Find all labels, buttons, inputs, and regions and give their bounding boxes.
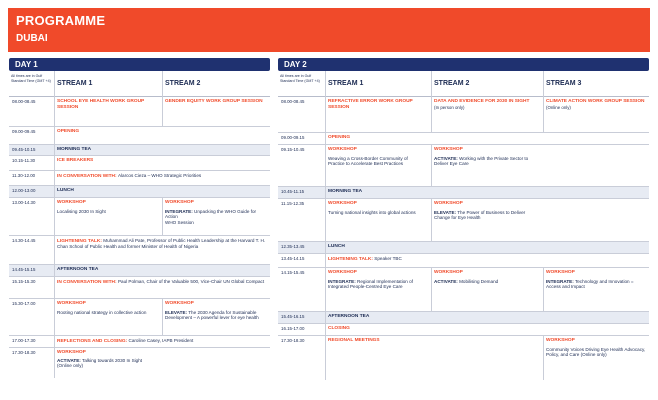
session-label: REFLECTIONS AND CLOSING: [57, 339, 128, 344]
workshop-cell [434, 270, 540, 284]
workshop-cell [57, 200, 157, 214]
workshop-text: Technology and Innovation = Access and Impact [546, 278, 634, 290]
session-title: OPENING [328, 135, 351, 140]
table-row [278, 133, 649, 145]
row-time: 13.45-14.15 [281, 256, 305, 261]
table-row [9, 186, 270, 198]
workshop-label: WORKSHOP [57, 350, 86, 355]
row-time: 17.00-17.30 [12, 338, 36, 343]
row-time: 15.30-17.00 [12, 301, 36, 306]
table-row [9, 145, 270, 156]
table-row [278, 187, 649, 199]
session-note: (Online only) [546, 104, 571, 110]
workshop-theme: INTEGRATE: [546, 278, 574, 284]
workshop-label: WORKSHOP [165, 301, 194, 306]
session-title: MORNING TEA [57, 147, 92, 152]
session-text: Paul Polman, Chair of the Valuable 500, Vice-Chair UN Global Compact [117, 279, 265, 284]
session-title: MORNING TEA [328, 189, 363, 194]
workshop-label: WORKSHOP [165, 200, 194, 205]
table-row [9, 198, 270, 236]
day1-header: DAY 1 [9, 58, 270, 71]
workshop-cell [57, 350, 157, 369]
row-time: 14.15-15.45 [281, 270, 305, 275]
row-time: 11.15-12.35 [281, 201, 305, 206]
table-row [278, 199, 649, 242]
city-label: DUBAI [16, 33, 48, 44]
workshop-text: Working with the Private Sector to Deliver Eye Care [434, 155, 529, 167]
row-time: 12.00-13.00 [12, 188, 36, 193]
workshop-text: Unpacking the WHO Guide for Action [165, 208, 257, 220]
row-time: 16.15-17.00 [281, 326, 305, 331]
programme-title: PROGRAMME [16, 13, 106, 28]
session-label: IN CONVERSATION WITH: [57, 280, 117, 285]
workshop-text: Talking towards 2030 In Sight [82, 357, 143, 363]
day1-column-header [9, 71, 270, 97]
workshop-cell [165, 301, 265, 321]
timezone-note: All times are in Gulf Standard Time (GMT +4) [11, 74, 51, 83]
session-title: AFTERNOON TEA [328, 314, 370, 319]
workshop-theme: ACTIVATE: [434, 155, 458, 161]
workshop-theme: ACTIVATE: [434, 278, 458, 284]
day2-header: DAY 2 [278, 58, 649, 71]
row-time: 10.45-11.15 [281, 189, 305, 194]
row-time: 17.30-18.30 [281, 338, 305, 343]
row-time: 14.30-14.45 [12, 238, 36, 243]
session-text: Caroline Casey, IAPB President [128, 338, 194, 343]
workshop-cell [328, 201, 424, 215]
session-title: REGIONAL MEETINGS [328, 338, 380, 343]
table-row [278, 242, 649, 254]
session-title: GENDER EQUITY WORK GROUP SESSION [165, 99, 263, 104]
workshop-text: Regional Implementation of Integrated People-Centred Eye Care [328, 278, 413, 290]
stream3-heading: STREAM 3 [546, 80, 582, 87]
row-time: 12.35-13.45 [281, 244, 305, 249]
session-cell [546, 99, 646, 110]
row-time: 09.00-09.45 [12, 129, 36, 134]
table-row [9, 348, 270, 378]
workshop-cell [546, 270, 646, 290]
day1-schedule [9, 58, 270, 378]
session-title [57, 173, 267, 180]
stream2-heading: STREAM 2 [434, 80, 470, 87]
stream1-heading: STREAM 1 [57, 80, 93, 87]
workshop-label: WORKSHOP [328, 270, 357, 275]
row-time: 08.00-08.45 [281, 99, 305, 104]
workshop-cell [546, 338, 646, 358]
table-row [278, 324, 649, 336]
workshop-note: (Online only) [57, 363, 84, 369]
session-title [57, 279, 267, 285]
session-title: AFTERNOON TEA [57, 267, 99, 272]
workshop-label: WORKSHOP [57, 200, 86, 205]
table-row [9, 97, 270, 127]
workshop-cell [57, 301, 157, 315]
row-time: 11.30-12.00 [12, 173, 36, 178]
workshop-text: Localising 2030 In Sight [57, 208, 106, 214]
table-row [9, 127, 270, 145]
session-title: OPENING [57, 129, 80, 134]
stream1-heading: STREAM 1 [328, 80, 364, 87]
table-row [9, 299, 270, 336]
workshop-theme: ACTIVATE: [57, 357, 81, 363]
table-row [278, 336, 649, 380]
session-title: LUNCH [328, 244, 345, 249]
session-title: LUNCH [57, 188, 74, 193]
workshop-label: WORKSHOP [546, 338, 575, 343]
timezone-note: All times are in Gulf Standard Time (GMT +4) [280, 74, 320, 83]
session-title [57, 338, 267, 345]
row-time: 17.30-18.30 [12, 350, 36, 355]
workshop-theme: INTEGRATE: [328, 278, 356, 284]
table-row [9, 265, 270, 277]
workshop-text: Rooting national strategy in collective action [57, 309, 147, 315]
session-label: LIGHTENING TALK: [57, 239, 102, 244]
workshop-text: Weaving a Cross-Border Community of Practice to Accelerate Best Practices [328, 155, 408, 167]
table-row [278, 145, 649, 187]
session-title: REFRACTIVE ERROR WORK GROUP SESSION [328, 99, 413, 110]
workshop-cell [328, 270, 426, 290]
workshop-theme: INTEGRATE: [165, 208, 193, 214]
workshop-cell [434, 147, 540, 167]
workshop-text: Community Voices Driving Eye Health Advocacy, Policy, and Care (Online only) [546, 346, 646, 358]
session-label: IN CONVERSATION WITH: [57, 174, 117, 179]
row-time: 10.15-11.30 [12, 158, 36, 163]
workshop-label: WORKSHOP [328, 147, 357, 152]
session-title: CLOSING [328, 326, 350, 331]
row-time: 09.15-10.45 [281, 147, 305, 152]
table-row [278, 312, 649, 324]
session-text: Muhammad Ali Pate, Professor of Public Health Leadership at the Harvard T. H. Chan School of Public Health and former Minister of Health of Nigeria [57, 238, 266, 250]
day2-column-header [278, 71, 649, 97]
table-row [9, 236, 270, 265]
row-time: 15.45-16.15 [281, 314, 305, 319]
session-title: DATA AND EVIDENCE FOR 2030 IN SIGHT [434, 99, 530, 104]
row-time: 09.00-09.15 [281, 135, 305, 140]
row-time: 13.00-14.30 [12, 200, 36, 205]
table-row [278, 254, 649, 268]
workshop-cell [328, 147, 424, 167]
workshop-label: WORKSHOP [434, 270, 463, 275]
workshop-cell [165, 200, 265, 225]
workshop-label: WORKSHOP [57, 301, 86, 306]
session-text: Alarcos Cieza – WHO Strategic Priorities [117, 173, 202, 178]
session-text: Speaker TBC [374, 256, 402, 261]
stream2-heading: STREAM 2 [165, 80, 201, 87]
table-row [9, 277, 270, 299]
workshop-theme: ELEVATE: [434, 209, 457, 215]
workshop-text: The Power of Business to Deliver Change for Eye Health [434, 209, 526, 221]
workshop-text: The 2030 Agenda for Sustainable Development – A powerful lever for eye health [165, 309, 259, 321]
workshop-label: WORKSHOP [434, 147, 463, 152]
session-title [328, 256, 628, 263]
table-row [278, 268, 649, 312]
row-time: 09.45-10.15 [12, 147, 36, 152]
session-title [57, 238, 267, 251]
workshop-text: Mobilising Demand [459, 278, 499, 284]
session-label: LIGHTENING TALK: [328, 257, 373, 262]
table-row [9, 156, 270, 171]
table-row [278, 97, 649, 133]
workshop-theme: ELEVATE: [165, 309, 188, 315]
day2-schedule [278, 58, 649, 380]
session-title: ICE BREAKERS [57, 158, 94, 163]
session-note: (In person only) [434, 104, 465, 110]
workshop-label: WORKSHOP [328, 201, 357, 206]
workshop-label: WORKSHOP [434, 201, 463, 206]
programme-banner [8, 8, 650, 52]
workshop-note: WHO Session [165, 219, 194, 225]
workshop-text: Turning national insights into global actions [328, 209, 416, 215]
row-time: 15.15-15.30 [12, 279, 36, 284]
session-title: SCHOOL EYE HEALTH WORK GROUP SESSION [57, 99, 145, 110]
session-cell [434, 99, 538, 110]
table-row [9, 336, 270, 348]
session-title: CLIMATE ACTION WORK GROUP SESSION [546, 99, 645, 104]
workshop-cell [434, 201, 540, 221]
table-row [9, 171, 270, 186]
row-time: 08.00-08.45 [12, 99, 36, 104]
workshop-label: WORKSHOP [546, 270, 575, 275]
row-time: 14.45-15.15 [12, 267, 36, 272]
